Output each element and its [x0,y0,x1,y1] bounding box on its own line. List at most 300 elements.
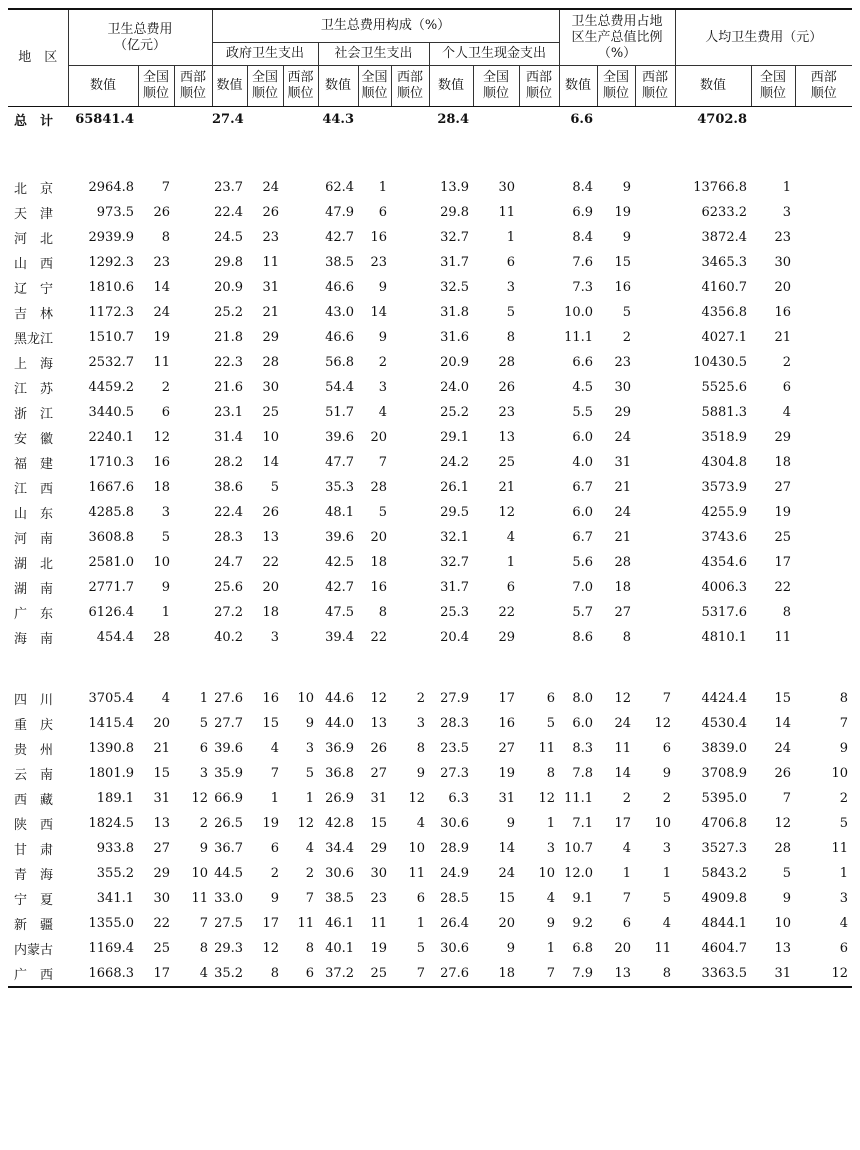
value-cell: 6.7 [572,480,594,495]
west-rank-cell [519,325,559,350]
value-cell: 39.6 [325,430,355,445]
value-cell: 46.1 [325,916,355,931]
value-cell: 3465.3 [701,255,748,270]
region-cell: 云 南 [14,768,54,783]
national-rank-cell [751,107,795,133]
total-row [8,107,852,133]
value-cell: 341.1 [96,891,134,906]
national-rank-cell: 24 [614,505,632,520]
national-rank-cell: 28 [153,630,170,645]
national-rank-cell: 21 [614,530,632,545]
spacer-row [8,132,852,175]
spacer-cell [8,132,852,175]
value-cell: 42.5 [325,555,355,570]
total-expenditure-unit: （亿元） [114,37,167,53]
national-rank-cell: 16 [153,455,170,470]
west-rank-cell: 4 [305,841,315,856]
value-cell: 25.3 [440,605,470,620]
west-rank-cell [635,525,675,550]
west-rank-cell [519,575,559,600]
national-rank-cell: 7 [378,455,388,470]
value-cell: 24.2 [440,455,470,470]
west-rank-cell: 6 [199,741,209,756]
west-rank-cell [283,600,318,625]
value-cell: 32.1 [440,530,470,545]
value-cell: 3527.3 [701,841,748,856]
national-rank-cell: 29 [153,866,170,881]
national-rank-cell: 14 [262,455,280,470]
value-cell: 1172.3 [88,305,134,320]
national-rank-cell: 14 [774,716,792,731]
national-rank-subheader-line2: 顺位 [603,86,630,101]
west-rank-cell [174,625,212,650]
value-cell: 51.7 [325,405,355,420]
value-cell: 4.0 [572,455,594,470]
west-rank-cell [174,575,212,600]
national-rank-cell: 11 [774,630,792,645]
national-rank-cell: 3 [506,280,516,295]
west-rank-cell: 3 [546,841,556,856]
table-body [8,107,852,988]
national-rank-cell: 4 [161,691,170,706]
value-cell: 1810.6 [88,280,134,295]
region-cell: 宁 夏 [14,893,54,908]
value-cell: 29.5 [440,505,470,520]
table-row [8,425,852,450]
national-rank-cell: 14 [614,766,632,781]
value-cell: 42.8 [325,816,355,831]
value-cell: 31.7 [440,255,470,270]
value-cell: 38.5 [325,255,355,270]
national-rank-cell: 29 [498,630,516,645]
west-rank-cell [519,250,559,275]
national-rank-cell: 25 [774,530,792,545]
west-rank-subheader [174,66,212,107]
table-row [8,250,852,275]
national-rank-cell: 13 [597,961,635,987]
value-cell: 39.4 [325,630,355,645]
table-row [8,225,852,250]
national-rank-cell: 15 [498,891,516,906]
national-rank-cell: 30 [153,891,170,906]
west-rank-cell [174,475,212,500]
national-rank-cell: 8 [782,605,792,620]
value-cell: 29.1 [440,430,470,445]
west-rank-subheader [283,66,318,107]
value-cell: 5.5 [572,405,594,420]
value-cell: 20.4 [440,630,470,645]
national-rank-cell: 10 [774,916,792,931]
national-rank-cell: 1 [506,230,516,245]
total-expenditure-header [68,9,212,66]
national-rank-cell: 11 [153,355,170,370]
national-rank-cell: 19 [498,766,516,781]
national-rank-cell [358,107,391,133]
national-rank-cell: 15 [370,816,388,831]
value-cell: 9.2 [572,916,594,931]
national-rank-subheader-line1: 全国 [361,70,388,85]
west-rank-cell [795,475,852,500]
west-rank-cell [519,400,559,425]
value-cell: 6.0 [572,716,594,731]
national-rank-cell: 27 [774,480,792,495]
region-cell: 新 疆 [14,918,54,933]
region-cell: 贵 州 [14,743,54,758]
west-rank-cell [795,275,852,300]
west-rank-cell: 12 [297,816,315,831]
value-cell: 1355.0 [88,916,134,931]
west-rank-cell [174,375,212,400]
national-rank-cell: 6 [161,405,170,420]
west-rank-cell [174,200,212,225]
value-cell: 7.3 [572,280,594,295]
region-cell: 海 南 [14,632,54,647]
national-rank-cell: 13 [262,530,280,545]
national-rank-cell: 1 [506,555,516,570]
west-rank-cell: 1 [546,816,556,831]
west-rank-cell [174,300,212,325]
value-cell: 5843.2 [701,866,748,881]
value-cell: 3518.9 [701,430,748,445]
west-rank-cell [391,625,429,650]
national-rank-cell: 28 [614,555,632,570]
west-rank-cell: 2 [662,791,672,806]
table-row [8,711,852,736]
value-cell: 39.6 [325,530,355,545]
west-rank-cell: 5 [416,941,426,956]
national-rank-cell: 30 [370,866,388,881]
national-rank-cell [247,107,283,133]
national-rank-cell: 1 [782,180,792,195]
national-rank-cell: 16 [498,716,516,731]
west-rank-cell [635,475,675,500]
value-cell: 44.0 [325,716,355,731]
west-rank-cell [174,425,212,450]
west-rank-cell: 6 [662,741,672,756]
west-rank-cell [283,450,318,475]
west-rank-cell: 10 [538,866,556,881]
west-rank-cell: 11 [831,841,849,856]
national-rank-cell: 9 [161,580,170,595]
value-cell: 29.3 [214,941,244,956]
national-rank-cell: 4 [622,841,632,856]
social-expenditure-header: 社会卫生支出 [318,43,429,66]
west-rank-cell: 6 [839,941,849,956]
region-cell: 西 藏 [14,793,54,808]
value-cell: 37.2 [318,961,358,987]
national-rank-cell: 14 [498,841,516,856]
national-rank-subheader-line1: 全国 [483,70,510,85]
national-rank-subheader [247,66,283,107]
west-rank-cell [795,200,852,225]
value-cell: 24.5 [214,230,244,245]
national-rank-cell: 30 [262,380,280,395]
value-cell: 24.0 [440,380,470,395]
national-rank-cell: 12 [262,941,280,956]
national-rank-cell: 18 [262,605,280,620]
west-rank-cell [635,275,675,300]
gdp-ratio-title-line2: 区生产总值比例 [571,29,663,45]
national-rank-cell: 23 [153,255,170,270]
value-cell: 35.3 [325,480,355,495]
west-rank-cell [174,525,212,550]
national-rank-cell: 9 [378,280,388,295]
west-rank-cell: 5 [199,716,209,731]
national-rank-cell: 26 [498,380,516,395]
region-cell: 河 南 [14,532,54,547]
national-rank-cell: 9 [506,941,516,956]
value-cell: 28.2 [214,455,244,470]
west-rank-cell: 7 [662,691,672,706]
national-rank-cell: 16 [370,230,388,245]
west-rank-cell [519,275,559,300]
west-rank-cell: 3 [839,891,849,906]
value-cell: 26.9 [325,791,355,806]
national-rank-subheader [597,66,635,107]
west-rank-cell [283,200,318,225]
table-row [8,200,852,225]
region-cell: 山 东 [14,507,54,522]
west-rank-cell [391,275,429,300]
west-rank-cell [519,550,559,575]
national-rank-cell: 18 [774,455,792,470]
table-row [8,961,852,987]
national-rank-subheader-line2: 顺位 [142,86,169,101]
national-rank-cell: 5 [270,480,280,495]
national-rank-cell: 23 [370,891,388,906]
value-subheader: 数值 [318,66,358,107]
national-rank-cell: 29 [774,430,792,445]
west-rank-subheader-line1: 西部 [810,70,837,85]
national-rank-cell: 11 [614,741,632,756]
value-cell: 38.6 [214,480,244,495]
west-rank-cell [283,225,318,250]
west-rank-cell [174,450,212,475]
value-cell: 65841.4 [75,112,134,127]
value-cell: 10.7 [564,841,594,856]
value-cell: 26.4 [440,916,470,931]
value-cell: 3743.6 [701,530,748,545]
region-cell: 青 海 [14,868,54,883]
west-rank-cell [174,107,212,133]
west-rank-cell: 4 [416,816,426,831]
west-rank-cell [391,350,429,375]
national-rank-cell: 19 [614,205,632,220]
west-rank-cell [795,575,852,600]
national-rank-cell: 15 [153,766,170,781]
value-cell: 46.6 [325,280,355,295]
value-cell: 36.7 [214,841,244,856]
national-rank-cell: 8 [378,605,388,620]
west-rank-cell [391,400,429,425]
national-rank-cell: 8 [161,230,170,245]
west-rank-cell: 3 [416,716,426,731]
national-rank-subheader [473,66,519,107]
region-cell: 江 苏 [14,382,54,397]
west-rank-subheader-line2: 顺位 [642,86,669,101]
national-rank-cell: 14 [370,305,388,320]
west-rank-cell: 2 [839,791,849,806]
national-rank-cell: 21 [498,480,516,495]
west-rank-cell: 11 [297,916,315,931]
national-rank-cell: 18 [153,480,170,495]
region-cell: 四 川 [14,693,54,708]
national-rank-cell: 2 [378,355,388,370]
west-rank-cell: 2 [305,866,315,881]
value-cell: 6126.4 [88,605,134,620]
value-cell: 3363.5 [675,961,751,987]
national-rank-cell: 19 [370,941,388,956]
value-cell: 7.8 [572,766,594,781]
west-rank-cell: 11 [654,941,672,956]
region-cell: 福 建 [14,457,54,472]
west-rank-cell: 6 [283,961,318,987]
value-cell: 31.4 [214,430,244,445]
west-rank-cell [795,107,852,133]
national-rank-cell: 12 [614,691,632,706]
national-rank-cell: 31 [370,791,388,806]
value-cell: 4006.3 [701,580,748,595]
value-cell: 8.0 [572,691,594,706]
west-rank-cell: 7 [199,916,209,931]
national-rank-cell: 24 [498,866,516,881]
value-cell: 4844.1 [701,916,748,931]
value-cell: 20.9 [214,280,244,295]
region-cell: 黑龙江 [14,332,54,347]
value-cell: 3440.5 [88,405,134,420]
national-rank-cell: 9 [270,891,280,906]
west-rank-cell [283,175,318,200]
west-rank-cell [519,500,559,525]
national-rank-cell: 17 [262,916,280,931]
national-rank-cell: 19 [774,505,792,520]
value-cell: 2964.8 [88,180,134,195]
national-rank-cell: 7 [270,766,280,781]
west-rank-cell [635,375,675,400]
national-rank-cell: 26 [262,505,280,520]
value-cell: 6.0 [572,430,594,445]
west-rank-cell [283,525,318,550]
national-rank-cell: 4 [506,530,516,545]
national-rank-cell: 16 [370,580,388,595]
national-rank-cell: 14 [153,280,170,295]
table-row [8,575,852,600]
national-rank-cell: 9 [622,230,632,245]
value-cell: 5.6 [572,555,594,570]
west-rank-cell [795,375,852,400]
national-rank-subheader-line2: 顺位 [760,86,787,101]
west-rank-cell [174,550,212,575]
national-rank-cell: 20 [614,941,632,956]
west-rank-cell: 4 [662,916,672,931]
national-rank-cell: 31 [614,455,632,470]
west-rank-cell [174,225,212,250]
value-cell: 32.7 [440,555,470,570]
gov-expenditure-header: 政府卫生支出 [212,43,318,66]
west-rank-cell [519,375,559,400]
national-rank-cell: 3 [782,205,792,220]
national-rank-cell: 31 [153,791,170,806]
subheader-row [8,66,852,107]
west-rank-cell: 5 [546,716,556,731]
value-cell: 40.1 [325,941,355,956]
west-rank-cell [635,425,675,450]
value-cell: 47.9 [325,205,355,220]
value-cell: 4459.2 [88,380,134,395]
value-cell: 8.6 [572,630,594,645]
west-rank-cell: 9 [546,916,556,931]
spacer-cell [8,650,852,686]
table-row [8,500,852,525]
region-cell: 湖 北 [14,557,54,572]
value-cell: 1390.8 [88,741,134,756]
table-row [8,325,852,350]
value-cell: 28.3 [214,530,244,545]
value-cell: 47.7 [325,455,355,470]
value-cell: 13.9 [440,180,470,195]
west-rank-cell: 8 [635,961,675,987]
gdp-ratio-title-line3: （%） [597,45,637,61]
national-rank-cell: 29 [262,330,280,345]
west-rank-cell: 9 [305,716,315,731]
national-rank-cell: 3 [161,505,170,520]
value-cell: 355.2 [96,866,134,881]
national-rank-cell: 29 [370,841,388,856]
west-rank-cell [391,200,429,225]
west-rank-cell [635,625,675,650]
table-row [8,400,852,425]
region-cell: 广 西 [8,961,68,987]
value-cell: 40.2 [214,630,244,645]
national-rank-cell: 16 [614,280,632,295]
value-cell: 36.8 [325,766,355,781]
table-row [8,811,852,836]
region-cell: 重 庆 [14,718,54,733]
west-rank-cell [795,525,852,550]
national-rank-cell: 5 [161,530,170,545]
west-rank-cell [519,107,559,133]
value-cell: 48.1 [325,505,355,520]
region-cell: 天 津 [14,207,54,222]
region-cell: 北 京 [14,182,54,197]
west-rank-subheader-line1: 西部 [526,70,553,85]
national-rank-cell: 23 [614,355,632,370]
national-rank-cell: 12 [153,430,170,445]
west-rank-cell [391,450,429,475]
value-cell: 3608.8 [88,530,134,545]
west-rank-cell [391,425,429,450]
national-rank-cell: 5 [378,505,388,520]
national-rank-cell: 1 [378,180,388,195]
national-rank-cell: 21 [153,741,170,756]
west-rank-subheader-line2: 顺位 [526,86,553,101]
west-rank-cell [391,325,429,350]
west-rank-cell [635,600,675,625]
national-rank-cell: 28 [498,355,516,370]
west-rank-cell [283,425,318,450]
west-rank-subheader [519,66,559,107]
west-rank-cell: 3 [305,741,315,756]
national-rank-cell: 24 [774,741,792,756]
value-cell: 33.0 [214,891,244,906]
west-rank-cell: 5 [305,766,315,781]
national-rank-subheader [751,66,795,107]
national-rank-cell [138,107,174,133]
value-cell: 4027.1 [701,330,748,345]
value-cell: 13766.8 [693,180,748,195]
national-rank-subheader-line2: 顺位 [483,86,510,101]
national-rank-cell: 26 [370,741,388,756]
